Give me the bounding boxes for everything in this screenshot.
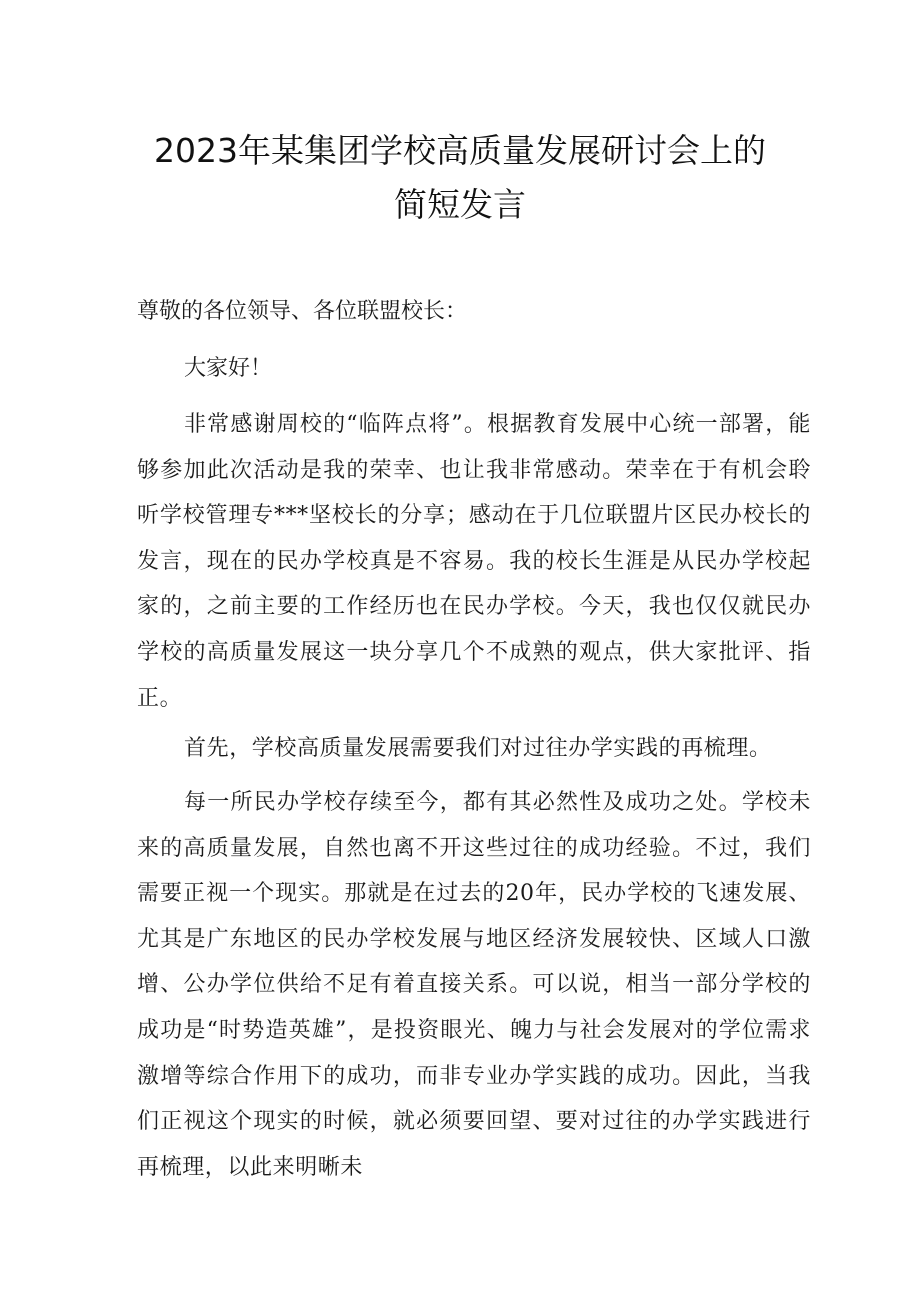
greeting: 大家好！ <box>184 356 273 381</box>
document-title-line-2: 简短发言 <box>394 185 526 224</box>
paragraph-first-point-body: 每一所民办学校存续至今，都有其必然性及成功之处。学校未来的高质量发展，自然也离不开这些过往的成功经验。不过，我们需要正视一个现实。那就是在过去的20年，民办学校的飞速发展、尤其是广东地区的民办学校发展与地区经济发展较快、区域人口激增、公办学位供给不足有着直接关系。可以说，相当一部分学校的成功是“时势造英雄”，是投资眼光、魄力与社会发展对的学位需求激增等综合作用下的成功，而非专业办学实践的成功。因此，当我们正视这个现实的时候，就必须要回望、要对过往的办学实践进行再梳理，以此来明晰未 <box>137 790 811 1180</box>
paragraph-first-point: 首先，学校高质量发展需要我们对过往办学实践的再梳理。 <box>184 736 772 761</box>
salutation: 尊敬的各位领导、各位联盟校长： <box>137 299 468 324</box>
document-title-line-1: 2023年某集团学校高质量发展研讨会上的 <box>154 131 766 170</box>
paragraph-opening: 非常感谢周校的“临阵点将”。根据教育发展中心统一部署，能够参加此次活动是我的荣幸、也让我非常感动。荣幸在于有机会聆听学校管理专***坚校长的分享；感动在于几位联盟片区民办校长的发言，现在的民办学校真是不容易。我的校长生涯是从民办学校起家的，之前主要的工作经历也在民办学校。今天，我也仅仅就民办学校的高质量发展这一块分享几个不成熟的观点，供大家批评、指正。 <box>137 412 811 711</box>
